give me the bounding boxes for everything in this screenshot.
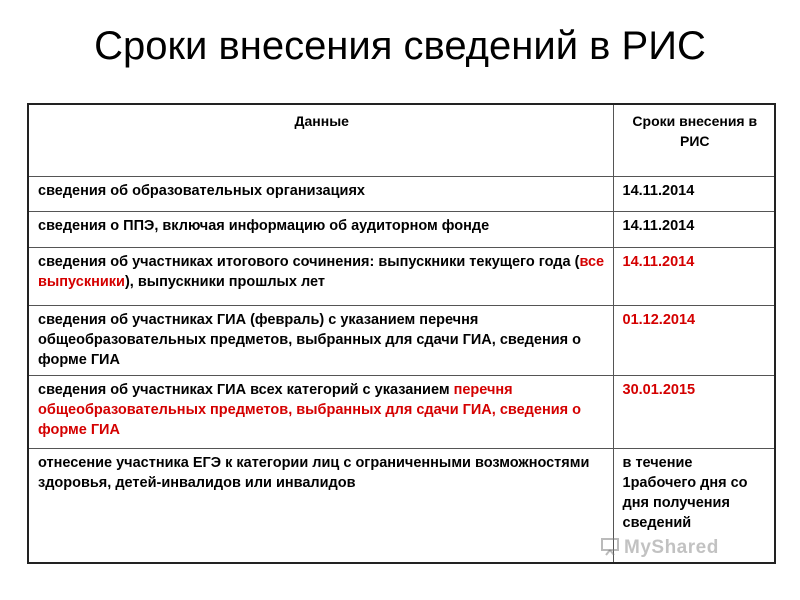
row-deadline: 14.11.2014 — [613, 176, 775, 211]
description-text: сведения об участниках итогового сочинения: выпускники текущего года ( — [38, 253, 580, 270]
table-row — [28, 305, 775, 375]
table-row — [28, 211, 775, 247]
description-highlight: перечня общеобразовательных предметов, выбранных для сдачи ГИА, сведения о форме ГИА — [38, 381, 581, 438]
description-text: ), выпускники прошлых лет — [124, 273, 326, 290]
header-data: Данные — [28, 104, 613, 176]
deadlines-table — [27, 103, 776, 564]
row-deadline: 14.11.2014 — [613, 247, 775, 305]
row-deadline: 01.12.2014 — [613, 305, 775, 375]
watermark — [600, 536, 719, 559]
presentation-icon — [600, 536, 620, 556]
description-text: отнесение участника ЕГЭ к категории лиц с ограниченными возможностями здоровья, детей-инвалидов или инвалидов — [38, 454, 590, 491]
description-text: сведения о ППЭ, включая информацию об аудиторном фонде — [38, 217, 490, 234]
row-description — [28, 448, 613, 563]
description-text: сведения об образовательных организациях — [38, 182, 365, 199]
description-highlight: все выпускники — [38, 253, 605, 290]
row-description — [28, 305, 613, 375]
row-description — [28, 211, 613, 247]
row-description — [28, 375, 613, 448]
table-row — [28, 176, 775, 211]
header-deadline: Сроки внесения в РИС — [613, 104, 775, 176]
row-deadline: 30.01.2015 — [613, 375, 775, 448]
description-text: сведения об участниках ГИА (февраль) с указанием перечня общеобразовательных предметов, выбранных для сдачи ГИА, сведения о форме ГИА — [38, 311, 581, 368]
table-row — [28, 375, 775, 448]
table-row — [28, 247, 775, 305]
row-deadline: 14.11.2014 — [613, 211, 775, 247]
row-description — [28, 247, 613, 305]
table-header-row — [28, 104, 775, 176]
page-title: Сроки внесения сведений в РИС — [94, 24, 706, 68]
row-deadline: в течение 1рабочего дня со дня получения сведений — [613, 448, 775, 563]
row-description — [28, 176, 613, 211]
watermark-text: MyShared — [624, 537, 719, 558]
description-text: сведения об участниках ГИА всех категорий с указанием — [38, 381, 454, 398]
